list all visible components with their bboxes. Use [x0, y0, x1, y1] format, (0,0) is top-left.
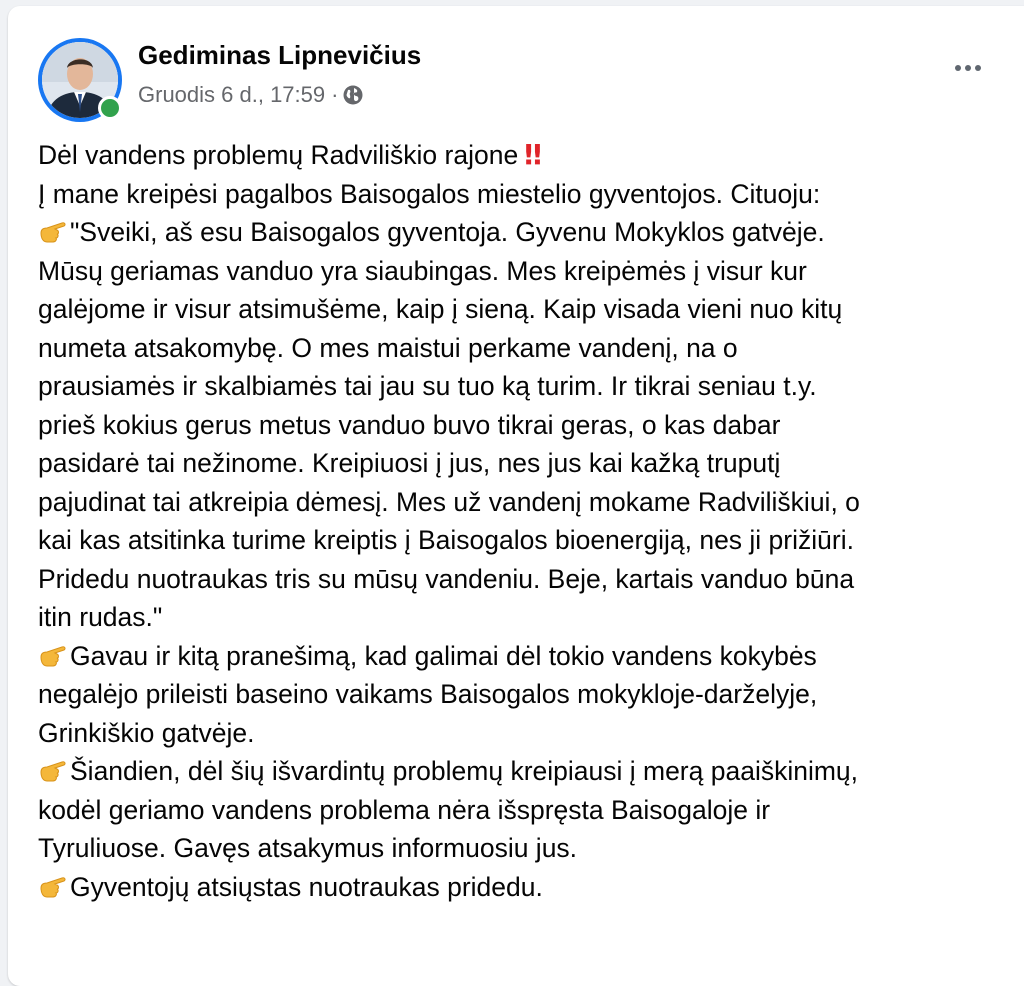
more-options-icon: [955, 65, 961, 71]
more-options-button[interactable]: [942, 46, 994, 90]
post-line: pajudinat tai atkreipia dėmesį. Mes už vandenį mokame Radviliškiui, o: [38, 486, 860, 517]
post-line: itin rudas.": [38, 602, 163, 632]
post-line: Pridedu nuotraukas tris su mūsų vandeniu. Beje, kartais vanduo būna: [38, 563, 855, 594]
post-line: Mūsų geriamas vanduo yra siaubingas. Mes kreipėmės į visur kur: [38, 255, 807, 286]
post-line: Grinkiškio gatvėje.: [38, 717, 255, 748]
post-header: [8, 6, 1024, 126]
post-line: Šiandien, dėl šių išvardintų problemų kreipiausi į merą paaiškinimų,: [38, 752, 1018, 791]
post-line: prausiamės ir skalbiamės tai jau su tuo ką turim. Ir tikrai seniau t.y.: [38, 371, 817, 401]
pointing-hand-emoji-icon: [38, 219, 68, 245]
post-author-name[interactable]: Gediminas Lipnevičius: [138, 40, 422, 70]
pointing-hand-emoji-icon: [38, 874, 68, 900]
post-line: Tyruliuose. Gavęs atsakymus informuosiu jus.: [38, 833, 578, 863]
post-meta: [138, 80, 364, 110]
post-line: galėjome ir visur atsimušėme, kaip į sieną. Kaip visada vieni nuo kitų: [38, 294, 843, 324]
globe-icon[interactable]: [342, 84, 364, 106]
post-line: Gyventojų atsiųstas nuotraukas pridedu.: [38, 868, 1018, 907]
post-line: Gavau ir kitą pranešimą, kad galimai dėl tokio vandens kokybės: [38, 637, 1018, 676]
post-line: pasidarė tai nežinome. Kreipiuosi į jus, nes jus kai kažką truputį: [38, 448, 781, 478]
pointing-hand-emoji-icon: [38, 758, 68, 784]
post-title: Dėl vandens problemų Radviliškio rajone: [38, 140, 519, 170]
pointing-hand-emoji-icon: [38, 643, 68, 669]
post-body: [38, 136, 1018, 906]
post-line: "Sveiki, aš esu Baisogalos gyventoja. Gyvenu Mokyklos gatvėje.: [38, 213, 1018, 252]
post-timestamp[interactable]: Gruodis 6 d., 17:59: [138, 82, 326, 107]
double-exclamation-emoji-icon: ‼: [524, 138, 542, 171]
online-status-indicator: [98, 96, 122, 120]
post-line: numeta atsakomybę. O mes maistui perkame vandenį, na o: [38, 332, 738, 363]
post-line: Į mane kreipėsi pagalbos Baisogalos miestelio gyventojos. Cituoju:: [38, 178, 821, 209]
post-line: kai kas atsitinka turime kreiptis į Baisogalos bioenergiją, nes ji prižiūri.: [38, 525, 854, 555]
post-line: negalėjo prileisti baseino vaikams Baisogalos mokykloje-darželyje,: [38, 679, 818, 709]
post-line: prieš kokius gerus metus vanduo buvo tikrai geras, o kas dabar: [38, 409, 781, 440]
post-card: [8, 6, 1024, 986]
post-title-line: [38, 136, 1018, 175]
meta-separator: ·: [331, 82, 339, 107]
post-line: kodėl geriamo vandens problema nėra išspręsta Baisogaloje ir: [38, 794, 771, 825]
